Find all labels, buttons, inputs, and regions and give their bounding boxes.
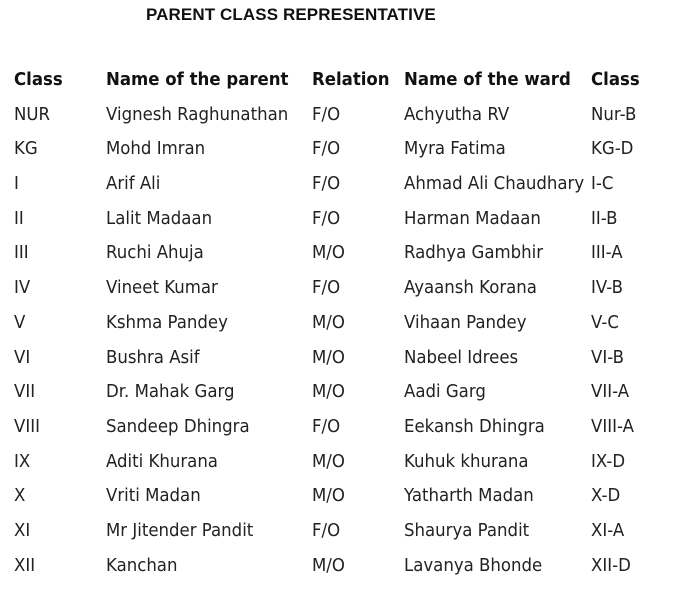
table-row — [14, 239, 674, 274]
ward-class-cell: I-C — [591, 173, 614, 195]
ward-class-cell: II-B — [591, 207, 618, 229]
table-row — [14, 309, 674, 344]
table-body — [14, 101, 674, 587]
ward-name-cell: Radhya Gambhir — [404, 242, 544, 264]
ward-class-cell: III-A — [591, 242, 623, 264]
class-cell: IX — [14, 450, 31, 472]
header-relation: Relation — [312, 69, 390, 90]
ward-name-cell: Aadi Garg — [404, 381, 486, 403]
parent-name-cell: Mohd Imran — [106, 138, 206, 160]
relation-cell: F/O — [312, 277, 341, 299]
ward-name-cell: Ayaansh Korana — [404, 277, 537, 299]
ward-class-cell: X-D — [591, 485, 621, 507]
table-row — [14, 205, 674, 240]
class-cell: KG — [14, 138, 38, 160]
ward-name-cell: Achyutha RV — [404, 103, 510, 125]
ward-name-cell: Harman Madaan — [404, 207, 541, 229]
parent-name-cell: Vineet Kumar — [106, 277, 218, 299]
parent-name-cell: Kanchan — [106, 554, 178, 576]
parent-name-cell: Dr. Mahak Garg — [106, 381, 235, 403]
table-row — [14, 552, 674, 587]
parent-name-cell: Vignesh Raghunathan — [106, 103, 289, 125]
relation-cell: M/O — [312, 242, 345, 264]
relation-cell: M/O — [312, 346, 345, 368]
header-class: Class — [14, 69, 63, 90]
representatives-table — [14, 66, 674, 586]
parent-name-cell: Aditi Khurana — [106, 450, 218, 472]
ward-class-cell: XII-D — [591, 554, 631, 576]
table-row — [14, 344, 674, 379]
header-ward-class: Class — [591, 69, 640, 90]
ward-name-cell: Yatharth Madan — [404, 485, 534, 507]
class-cell: V — [14, 311, 26, 333]
relation-cell: F/O — [312, 103, 341, 125]
class-cell: VI — [14, 346, 31, 368]
parent-name-cell: Arif Ali — [106, 173, 161, 195]
ward-name-cell: Vihaan Pandey — [404, 311, 527, 333]
table-row — [14, 170, 674, 205]
ward-class-cell: KG-D — [591, 138, 634, 160]
table-row — [14, 482, 674, 517]
table-row — [14, 378, 674, 413]
ward-name-cell: Eekansh Dhingra — [404, 415, 545, 437]
table-row — [14, 413, 674, 448]
table-row — [14, 101, 674, 136]
ward-class-cell: Nur-B — [591, 103, 637, 125]
parent-name-cell: Lalit Madaan — [106, 207, 213, 229]
parent-name-cell: Vriti Madan — [106, 485, 201, 507]
class-cell: VII — [14, 381, 36, 403]
class-cell: I — [14, 173, 19, 195]
class-cell: XI — [14, 519, 31, 541]
relation-cell: F/O — [312, 207, 341, 229]
class-cell: III — [14, 242, 29, 264]
class-cell: VIII — [14, 415, 40, 437]
class-cell: X — [14, 485, 26, 507]
table-row — [14, 274, 674, 309]
relation-cell: M/O — [312, 554, 345, 576]
ward-class-cell: XI-A — [591, 519, 625, 541]
class-cell: NUR — [14, 103, 51, 125]
ward-class-cell: VII-A — [591, 381, 630, 403]
page-title: PARENT CLASS REPRESENTATIVE — [146, 5, 436, 24]
relation-cell: M/O — [312, 381, 345, 403]
table-header-row — [14, 66, 674, 101]
ward-class-cell: IV-B — [591, 277, 623, 299]
ward-class-cell: IX-D — [591, 450, 626, 472]
parent-name-cell: Mr Jitender Pandit — [106, 519, 254, 541]
header-ward-name: Name of the ward — [404, 69, 571, 90]
parent-name-cell: Sandeep Dhingra — [106, 415, 250, 437]
relation-cell: M/O — [312, 485, 345, 507]
table-row — [14, 448, 674, 483]
relation-cell: M/O — [312, 450, 345, 472]
ward-name-cell: Shaurya Pandit — [404, 519, 530, 541]
relation-cell: M/O — [312, 311, 345, 333]
class-cell: IV — [14, 277, 31, 299]
ward-name-cell: Myra Fatima — [404, 138, 506, 160]
parent-name-cell: Bushra Asif — [106, 346, 200, 368]
ward-name-cell: Lavanya Bhonde — [404, 554, 543, 576]
ward-name-cell: Nabeel Idrees — [404, 346, 519, 368]
ward-name-cell: Ahmad Ali Chaudhary — [404, 173, 585, 195]
class-cell: II — [14, 207, 24, 229]
relation-cell: F/O — [312, 415, 341, 437]
header-parent-name: Name of the parent — [106, 69, 289, 90]
ward-class-cell: VIII-A — [591, 415, 634, 437]
table-row — [14, 135, 674, 170]
parent-name-cell: Ruchi Ahuja — [106, 242, 204, 264]
relation-cell: F/O — [312, 519, 341, 541]
relation-cell: F/O — [312, 173, 341, 195]
ward-name-cell: Kuhuk khurana — [404, 450, 529, 472]
ward-class-cell: V-C — [591, 311, 619, 333]
table-row — [14, 517, 674, 552]
relation-cell: F/O — [312, 138, 341, 160]
parent-name-cell: Kshma Pandey — [106, 311, 228, 333]
class-cell: XII — [14, 554, 36, 576]
ward-class-cell: VI-B — [591, 346, 624, 368]
